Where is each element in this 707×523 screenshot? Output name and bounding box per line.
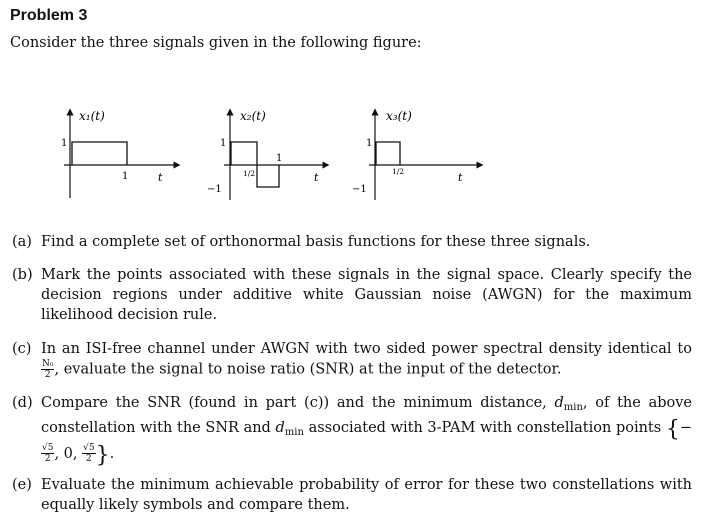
part-a [12,232,692,252]
dmin-symbol-2: d [275,420,285,436]
x1-axis-t: t [158,171,163,184]
neg-sign: − [679,420,693,436]
x3-xtick-half: 1/2 [392,167,405,176]
sqrt5-over-2-pos [82,443,95,464]
x3-label: x₃(t) [386,109,412,123]
sqrt5-den-2: 2 [86,454,92,464]
zero-entry: , 0, [54,445,78,462]
problem-title: Problem 3 [10,7,88,24]
sqrt5-over-2-neg [41,443,54,464]
intro-text: Consider the three signals given in the following figure: [10,35,422,51]
frac-numerator: N₀ [42,359,54,369]
part-a-label: (a) [12,234,32,250]
dmin-sub-2: min [284,427,304,438]
n0-over-2-fraction [41,359,54,380]
part-d-end: . [109,445,115,462]
x2-ytick-neg1: −1 [207,184,222,195]
part-d-label: (d) [12,395,33,411]
x3-waveform [376,142,400,165]
part-b-label: (b) [12,267,33,283]
x3-ytick-1: 1 [366,138,373,149]
x2-xtick-1: 1 [276,153,283,164]
x1-ytick-1: 1 [61,138,68,149]
part-c-text-before: In an ISI-free channel under AWGN with two sided power spectral density identical to [41,341,692,357]
sqrt5-den: 2 [44,454,51,464]
x1-label: x₁(t) [79,109,105,123]
sqrt5-num-2: √5 [83,443,95,453]
part-c-label: (c) [12,341,32,357]
x3-ytick-neg1: −1 [352,184,367,195]
part-e-label: (e) [12,477,32,493]
x3-axis-t: t [458,171,463,184]
part-d-t1: Compare the SNR (found in part (c)) and the minimum distance, [41,395,547,411]
part-e [12,475,692,515]
plot-x3 [352,109,480,200]
x1-waveform [72,142,127,165]
x1-xtick-1: 1 [122,171,129,182]
open-brace: { [665,417,680,442]
part-c-text-after: , evaluate the signal to noise ratio (SNR) at the input of the detector. [54,361,562,378]
part-d [12,393,692,466]
part-b [12,265,692,325]
part-a-text: Find a complete set of orthonormal basis functions for these three signals. [41,234,591,250]
plot-x1 [61,109,177,198]
part-b-text: Mark the points associated with these signals in the signal space. Clearly specify the decision regions under additive white Gaussian noise (AWGN) for the maximum likelihood decision rule. [41,267,692,323]
close-brace: } [95,442,110,468]
sqrt5-num: √5 [42,443,54,453]
frac-denominator: 2 [44,370,51,380]
dmin-sub: min [563,402,583,413]
part-c-body [41,339,692,380]
x2-label: x₂(t) [240,109,266,123]
part-c [12,339,692,380]
x2-ytick-1: 1 [220,138,227,149]
x2-axis-t: t [314,171,319,184]
x2-xtick-half: 1/2 [243,169,256,178]
part-d-t3: associated with 3-PAM with constellation points [308,420,662,436]
part-d-t2: , of the above constellation with the SNR and [41,395,692,436]
dmin-symbol: d [554,395,564,411]
part-e-text: Evaluate the minimum achievable probability of error for these two constellations with equally likely symbols and compare them. [41,477,692,513]
plot-x2 [207,109,326,200]
signals-figure [0,100,707,215]
part-d-body [41,393,692,466]
